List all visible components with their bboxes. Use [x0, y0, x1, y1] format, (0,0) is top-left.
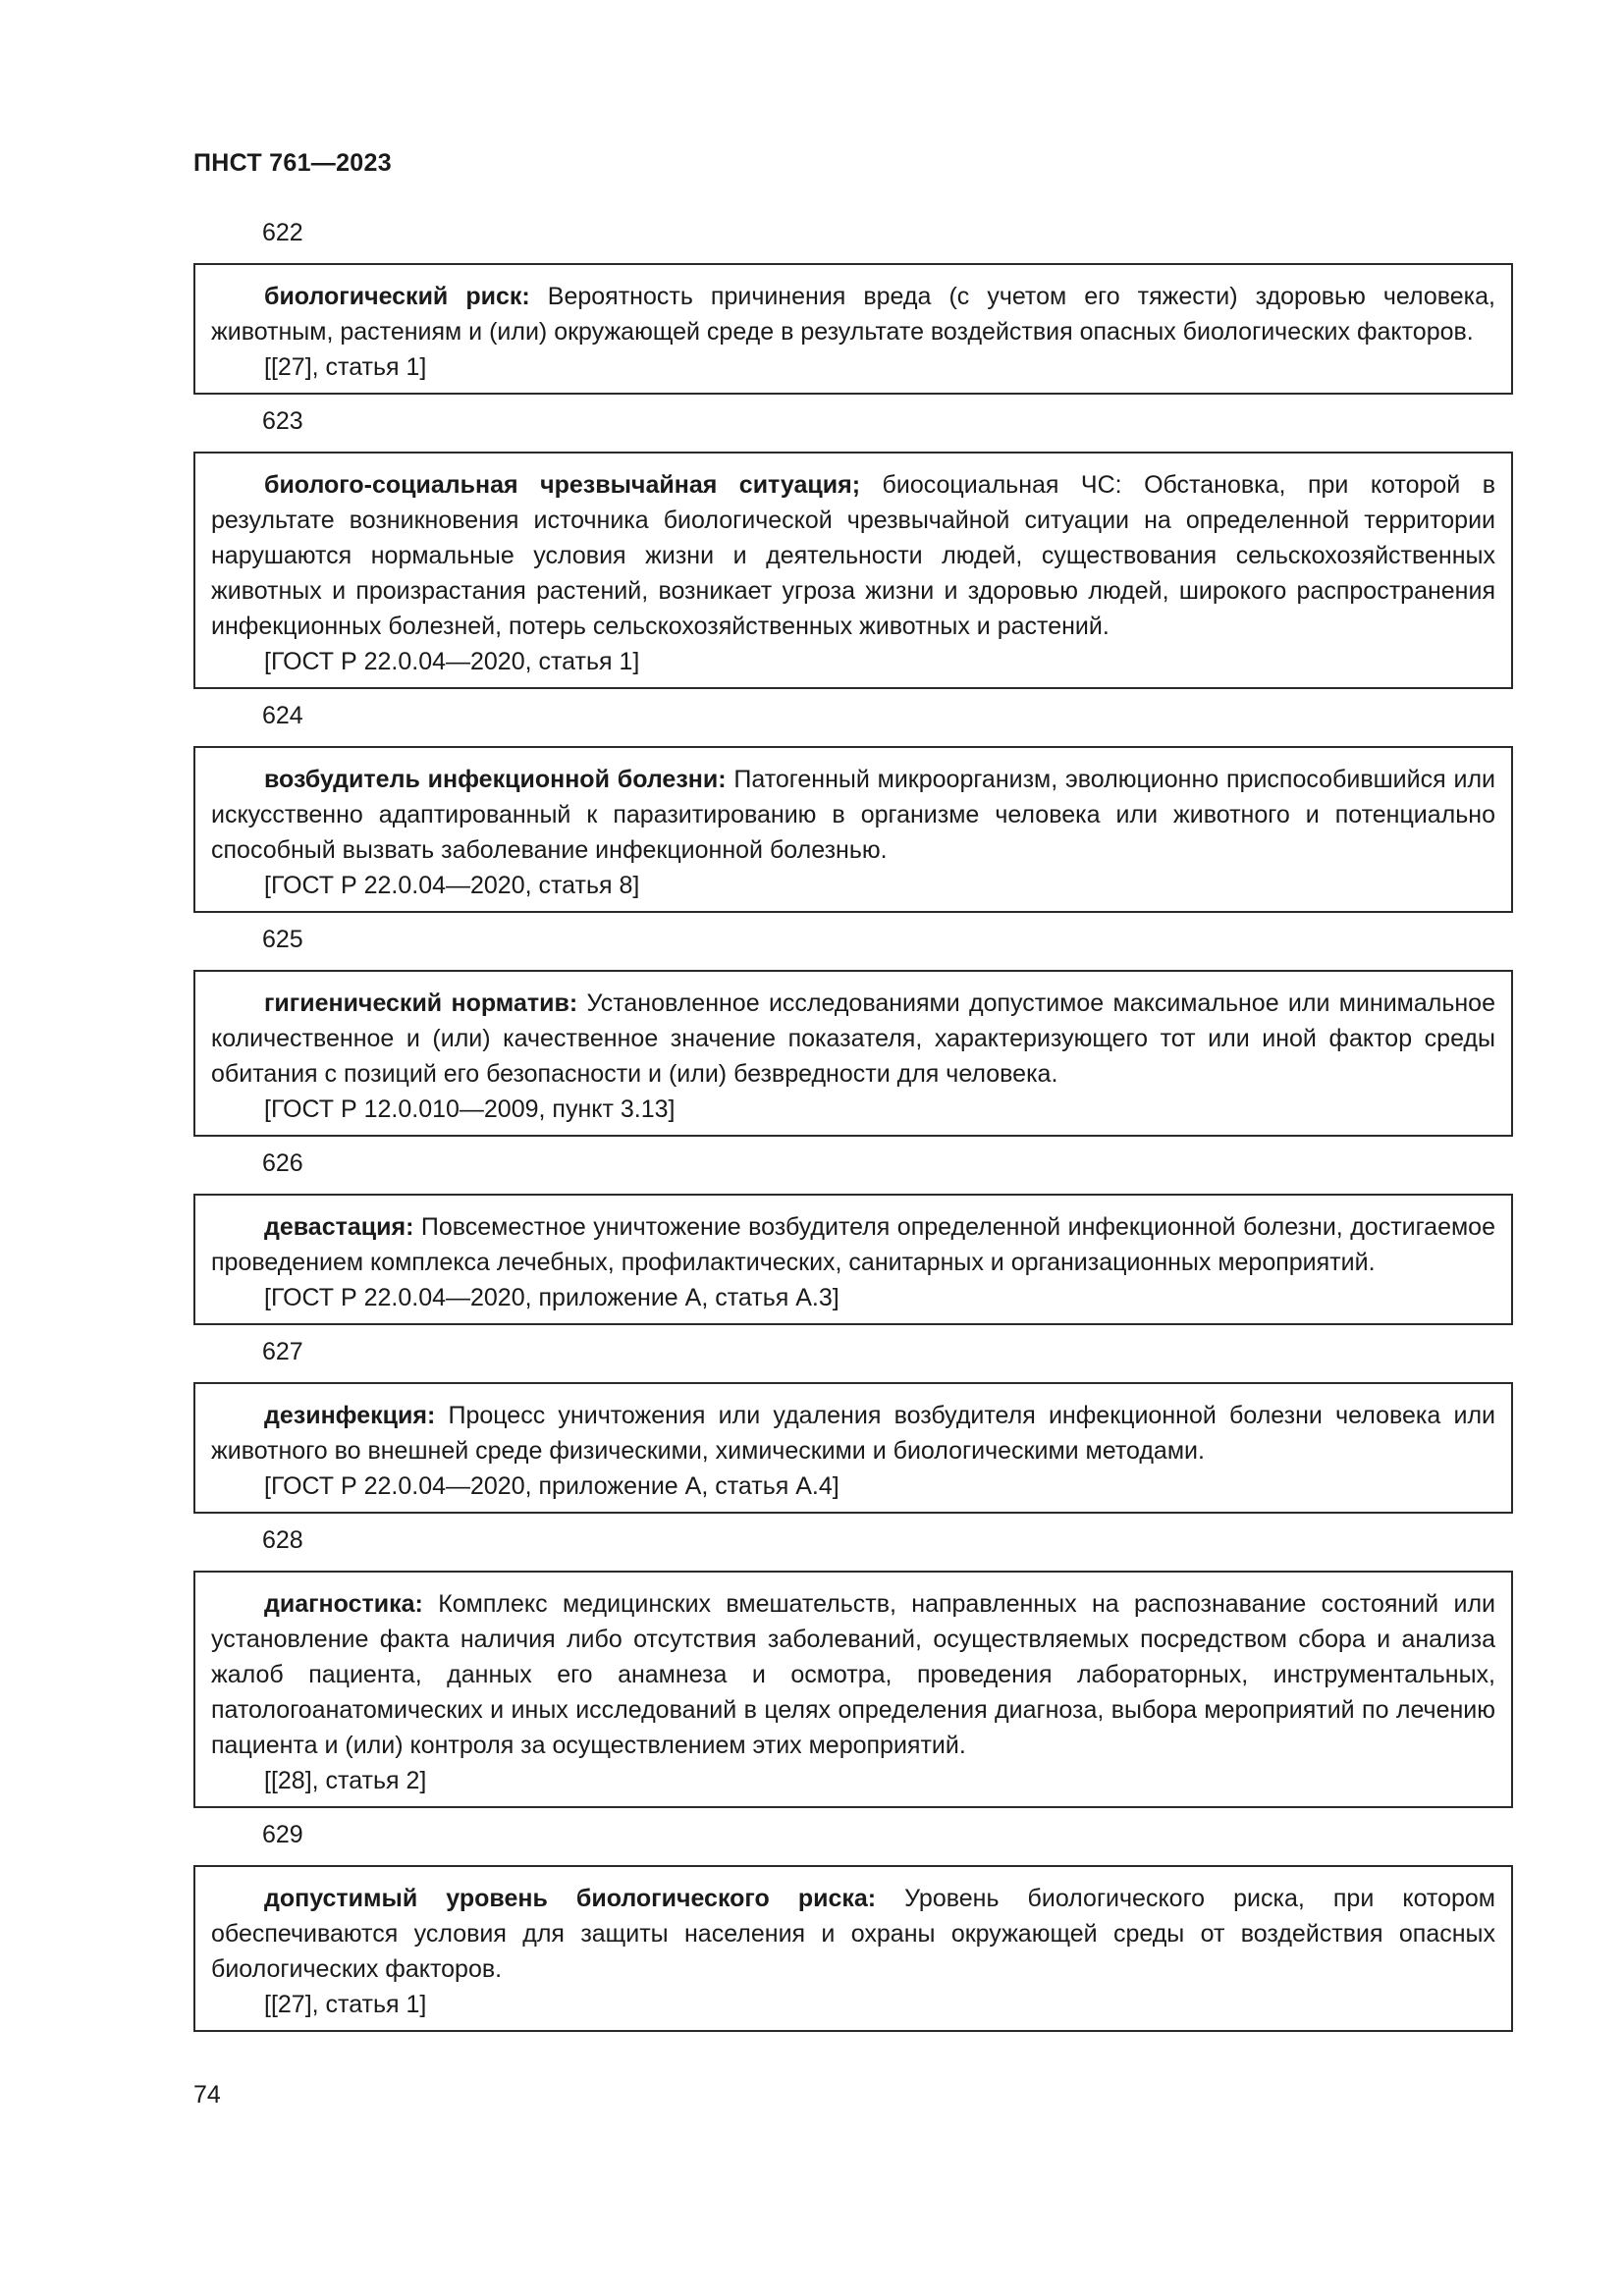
term: гигиенический норматив:	[264, 989, 578, 1017]
term: допустимый уровень биологического риска:	[264, 1885, 877, 1912]
definition: Повсеместное уничтожение возбудителя определенной инфекционной болезни, достигаемое проведением комплекса лечебных, профилактических, санитарных и организационных мероприятий.	[211, 1213, 1495, 1276]
source-reference: [ГОСТ Р 12.0.010—2009, пункт 3.13]	[264, 1095, 676, 1123]
definition: Процесс уничтожения или удаления возбудителя инфекционной болезни человека или животного во внешней среде физическими, химическими и биологическими методами.	[211, 1402, 1495, 1465]
definition-paragraph	[211, 1586, 1495, 1763]
page-number: 74	[193, 2081, 221, 2109]
definition: Установленное исследованиями допустимое максимальное или минимальное количественное и (или) качественное значение показателя, характеризующего тот или иной фактор среды обитания с позиций его безопасности и (или) безвредности для человека.	[211, 989, 1495, 1088]
definition-box	[193, 263, 1513, 395]
definition-paragraph	[211, 279, 1495, 349]
source-reference: [ГОСТ Р 22.0.04—2020, статья 8]	[264, 872, 640, 899]
term-entry-628	[193, 1523, 1513, 1808]
definition-box	[193, 1865, 1513, 2032]
source-reference: [ГОСТ Р 22.0.04—2020, приложение А, статья А.4]	[264, 1472, 839, 1500]
definition-box	[193, 452, 1513, 689]
definition-paragraph	[211, 762, 1495, 868]
definition-paragraph	[211, 1881, 1495, 1987]
entry-number: 627	[262, 1338, 303, 1365]
source-reference: [[27], статья 1]	[264, 1991, 427, 2018]
definition: Уровень биологического риска, при котором обеспечиваются условия для защиты населения и охраны окружающей среды от воздействия опасных биологических факторов.	[211, 1885, 1495, 1983]
term: биолого-социальная чрезвычайная ситуация;	[264, 471, 861, 499]
term: возбудитель инфекционной болезни:	[264, 766, 727, 793]
term: биологический риск:	[264, 283, 530, 310]
term-entry-624	[193, 699, 1513, 913]
entry-number: 625	[262, 926, 303, 953]
source-reference: [[27], статья 1]	[264, 353, 427, 381]
definition-box	[193, 746, 1513, 913]
definition-paragraph	[211, 986, 1495, 1092]
source-reference: [ГОСТ Р 22.0.04—2020, приложение А, статья А.3]	[264, 1284, 839, 1311]
terms-list	[193, 216, 1513, 2042]
term-entry-626	[193, 1147, 1513, 1325]
entry-number: 624	[262, 702, 303, 729]
entry-number: 622	[262, 219, 303, 246]
term-entry-622	[193, 216, 1513, 395]
definition: Вероятность причинения вреда (с учетом его тяжести) здоровью человека, животным, растениям и (или) окружающей среде в результате воздействия опасных биологических факторов.	[211, 283, 1495, 346]
definition-paragraph	[211, 1398, 1495, 1468]
entry-number: 628	[262, 1526, 303, 1554]
document-id: ПНСТ 761—2023	[193, 149, 392, 177]
definition-box	[193, 1382, 1513, 1514]
term-entry-623	[193, 404, 1513, 689]
entry-number: 629	[262, 1821, 303, 1848]
definition: биосоциальная ЧС: Обстановка, при которой в результате возникновения источника биологической чрезвычайной ситуации на определенной территории нарушаются нормальные условия жизни и деятельности людей, существования сельскохозяйственных животных и произрастания растений, возникает угроза жизни и здоровью людей, широкого распространения инфекционных болезней, потерь сельскохозяйственных животных и растений.	[211, 471, 1495, 640]
source-reference: [[28], статья 2]	[264, 1767, 427, 1794]
definition: Патогенный микроорганизм, эволюционно приспособившийся или искусственно адаптированный к паразитированию в организме человека или животного и потенциально способный вызвать заболевание инфекционной болезнью.	[211, 766, 1496, 864]
term: диагностика:	[264, 1590, 423, 1618]
definition-box	[193, 1571, 1513, 1808]
definition-paragraph	[211, 1209, 1495, 1280]
definition-paragraph	[211, 467, 1495, 644]
definition-box	[193, 1194, 1513, 1325]
entry-number: 626	[262, 1149, 303, 1177]
source-reference: [ГОСТ Р 22.0.04—2020, статья 1]	[264, 648, 640, 675]
definition: Комплекс медицинских вмешательств, направленных на распознавание состояний или установление факта наличия либо отсутствия заболеваний, осуществляемых посредством сбора и анализа жалоб пациента, данных его анамнеза и осмотра, проведения лабораторных, инструментальных, патологоанатомических и иных исследований в целях определения диагноза, выбора мероприятий по лечению пациента и (или) контроля за осуществлением этих мероприятий.	[211, 1590, 1495, 1759]
term-entry-627	[193, 1335, 1513, 1514]
term-entry-625	[193, 923, 1513, 1137]
definition-box	[193, 970, 1513, 1137]
term: девастация:	[264, 1213, 414, 1241]
entry-number: 623	[262, 407, 303, 435]
term-entry-629	[193, 1818, 1513, 2032]
term: дезинфекция:	[264, 1402, 436, 1429]
